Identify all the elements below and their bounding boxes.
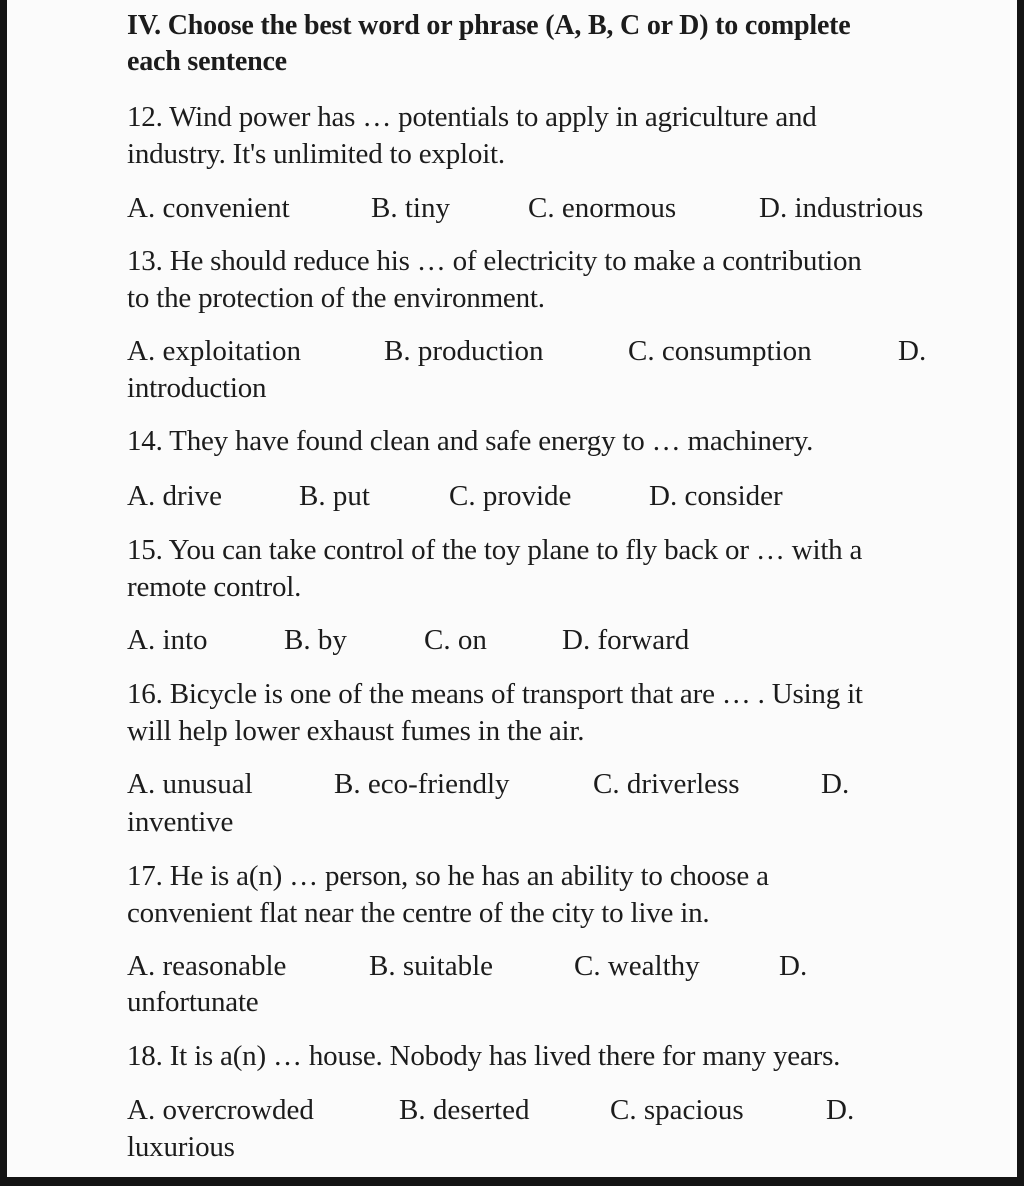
option-b[interactable]: B. deserted [399, 1094, 530, 1126]
section-title: IV. Choose the best word or phrase (A, B, C or D) to complete [127, 10, 851, 41]
option-a[interactable]: A. into [127, 624, 208, 656]
worksheet [7, 0, 1017, 1177]
question-text: remote control. [127, 571, 302, 603]
option-a[interactable]: A. drive [127, 480, 223, 512]
question-text: 12. Wind power has … potentials to apply in agriculture and [127, 101, 817, 133]
option-a[interactable]: A. reasonable [127, 950, 287, 982]
option-b[interactable]: B. suitable [369, 950, 494, 982]
option-a[interactable]: A. overcrowded [127, 1094, 314, 1126]
option-b[interactable]: B. by [284, 624, 347, 656]
option-d[interactable]: D. [779, 950, 808, 982]
option-b[interactable]: B. put [299, 480, 370, 512]
option-b[interactable]: B. eco-friendly [334, 768, 510, 800]
section-title-continued: each sentence [127, 46, 287, 77]
option-d[interactable]: D. [826, 1094, 855, 1126]
option-d[interactable]: D. [821, 768, 850, 800]
question-text: will help lower exhaust fumes in the air. [127, 715, 585, 747]
option-c[interactable]: C. provide [449, 480, 572, 512]
question-text: 14. They have found clean and safe energy to … machinery. [127, 425, 814, 457]
option-c[interactable]: C. spacious [610, 1094, 744, 1126]
option-c[interactable]: C. driverless [593, 768, 740, 800]
question-text: to the protection of the environment. [127, 282, 545, 314]
option-d-continued: introduction [127, 372, 267, 404]
option-d[interactable]: D. industrious [759, 192, 924, 224]
question-text: 16. Bicycle is one of the means of transport that are … . Using it [127, 678, 863, 710]
option-d[interactable]: D. forward [562, 624, 690, 656]
question-text: 17. He is a(n) … person, so he has an ability to choose a [127, 860, 769, 892]
question-text: industry. It's unlimited to exploit. [127, 138, 505, 170]
option-c[interactable]: C. on [424, 624, 487, 656]
option-d[interactable]: D. [898, 335, 927, 367]
option-a[interactable]: A. convenient [127, 192, 290, 224]
option-b[interactable]: B. tiny [371, 192, 450, 224]
option-c[interactable]: C. consumption [628, 335, 812, 367]
question-text: 15. You can take control of the toy plane to fly back or … with a [127, 534, 863, 566]
option-d-continued: inventive [127, 806, 234, 838]
option-d[interactable]: D. consider [649, 480, 783, 512]
option-a[interactable]: A. unusual [127, 768, 253, 800]
option-c[interactable]: C. enormous [528, 192, 677, 224]
option-b[interactable]: B. production [384, 335, 544, 367]
option-c[interactable]: C. wealthy [574, 950, 700, 982]
option-d-continued: unfortunate [127, 986, 259, 1018]
question-text: 13. He should reduce his … of electricity to make a contribution [127, 245, 862, 277]
option-d-continued: luxurious [127, 1131, 235, 1163]
question-text: convenient flat near the centre of the city to live in. [127, 897, 710, 929]
question-text: 18. It is a(n) … house. Nobody has lived there for many years. [127, 1040, 841, 1072]
option-a[interactable]: A. exploitation [127, 335, 301, 367]
